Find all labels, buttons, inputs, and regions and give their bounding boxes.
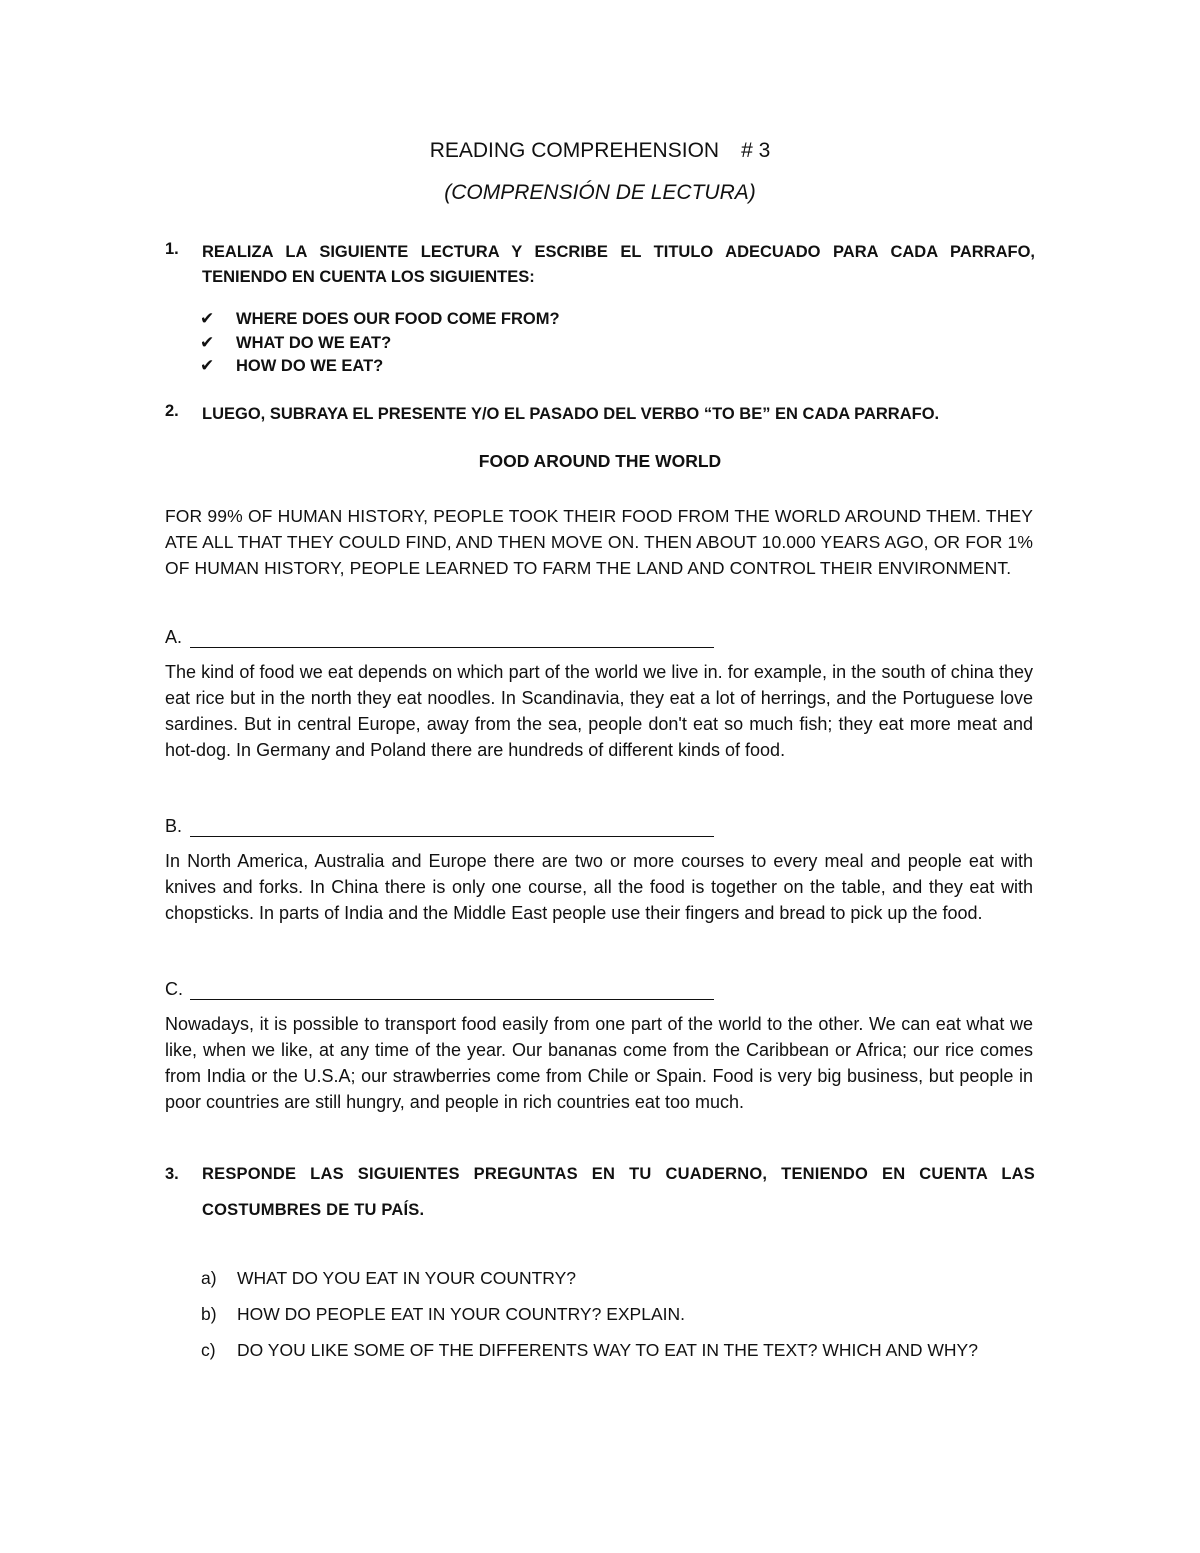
- section-b-label: [165, 816, 182, 837]
- answer-blank-line[interactable]: [190, 836, 714, 837]
- section-letter: C.: [165, 979, 183, 999]
- title-option: [200, 307, 560, 331]
- instruction-text: RESPONDE LAS SIGUIENTES PREGUNTAS EN TU CUADERNO, TENIENDO EN CUENTA LAS COSTUMBRES DE TU PAÍS.: [202, 1165, 1035, 1219]
- title-number: # 3: [741, 139, 771, 162]
- title-option-text: WHAT DO WE EAT?: [236, 333, 392, 352]
- section-c-paragraph: Nowadays, it is possible to transport food easily from one part of the world to the other. We can eat what we like, when we like, at any time of the year. Our bananas come from the Caribbean or Africa; our rice comes from India or the U.S.A; our strawberries come from Chile or Spain. Food is very big business, but people in poor countries are still hungry, and people in rich countries eat too much.: [165, 1014, 1033, 1112]
- title-option-text: HOW DO WE EAT?: [236, 357, 384, 375]
- title-text: READING COMPREHENSION: [429, 139, 720, 162]
- question-key: b): [201, 1304, 217, 1324]
- instruction-number: 1.: [165, 240, 179, 258]
- instruction-3: [165, 1156, 1035, 1228]
- answer-blank-line[interactable]: [190, 999, 714, 1000]
- title-option: [200, 331, 560, 355]
- reading-intro: FOR 99% OF HUMAN HISTORY, PEOPLE TOOK THEIR FOOD FROM THE WORLD AROUND THEM. THEY ATE ALL THAT THEY COULD FIND, AND THEN MOVE ON. THEN ABOUT 10.000 YEARS AGO, OR FOR 1% OF HUMAN HISTORY, PEOPLE LEARNED TO FARM THE LAND AND CONTROL THEIR ENVIRONMENT.: [165, 506, 1033, 578]
- instruction-number: 2.: [165, 402, 179, 420]
- section-a-label: [165, 627, 182, 648]
- instruction-2: [165, 402, 1035, 427]
- question-key: a): [201, 1268, 217, 1288]
- question-text: DO YOU LIKE SOME OF THE DIFFERENTS WAY TO EAT IN THE TEXT? WHICH AND WHY?: [237, 1340, 978, 1360]
- section-a-paragraph: The kind of food we eat depends on which part of the world we live in. for example, in the south of china they eat rice but in the north they eat noodles. In Scandinavia, they eat a lot of herrings, and the Portuguese love sardines. But in central Europe, away from the sea, people don't eat so much fish; they eat more meat and hot-dog. In Germany and Poland there are hundreds of different kinds of food.: [165, 662, 1033, 760]
- page-title: [0, 139, 1200, 163]
- question-item: [201, 1334, 1033, 1367]
- instruction-text: REALIZA LA SIGUIENTE LECTURA Y ESCRIBE EL TITULO ADECUADO PARA CADA PARRAFO, TENIENDO EN CUENTA LOS SIGUIENTES:: [202, 243, 1035, 286]
- instruction-number: 3.: [165, 1165, 179, 1183]
- question-text: HOW DO PEOPLE EAT IN YOUR COUNTRY? EXPLAIN.: [237, 1304, 685, 1324]
- question-text: WHAT DO YOU EAT IN YOUR COUNTRY?: [237, 1268, 577, 1288]
- question-item: [201, 1298, 1033, 1331]
- section-letter: B.: [165, 816, 183, 836]
- title-option-text: WHERE DOES OUR FOOD COME FROM?: [236, 310, 560, 328]
- questions-list: [201, 1262, 1033, 1370]
- section-b-paragraph: In North America, Australia and Europe there are two or more courses to every meal and people eat with knives and forks. In China there is only one course, all the food is together on the table, and they eat with chopsticks. In parts of India and the Middle East people use their fingers and bread to pick up the food.: [165, 851, 1033, 923]
- title-options-list: [200, 307, 560, 378]
- instruction-1: [165, 240, 1035, 290]
- section-letter: A.: [165, 627, 183, 647]
- check-icon: ✔: [200, 356, 215, 375]
- answer-blank-line[interactable]: [190, 647, 714, 648]
- check-icon: ✔: [200, 309, 215, 328]
- instruction-text: LUEGO, SUBRAYA EL PRESENTE Y/O EL PASADO DEL VERBO “TO BE” EN CADA PARRAFO.: [202, 405, 940, 423]
- page-subtitle: (COMPRENSIÓN DE LECTURA): [444, 181, 756, 204]
- title-option: [200, 354, 560, 378]
- section-c-label: [165, 979, 183, 1000]
- check-icon: ✔: [200, 332, 215, 352]
- reading-title: FOOD AROUND THE WORLD: [478, 451, 722, 471]
- question-item: [201, 1262, 1033, 1295]
- question-key: c): [201, 1340, 216, 1360]
